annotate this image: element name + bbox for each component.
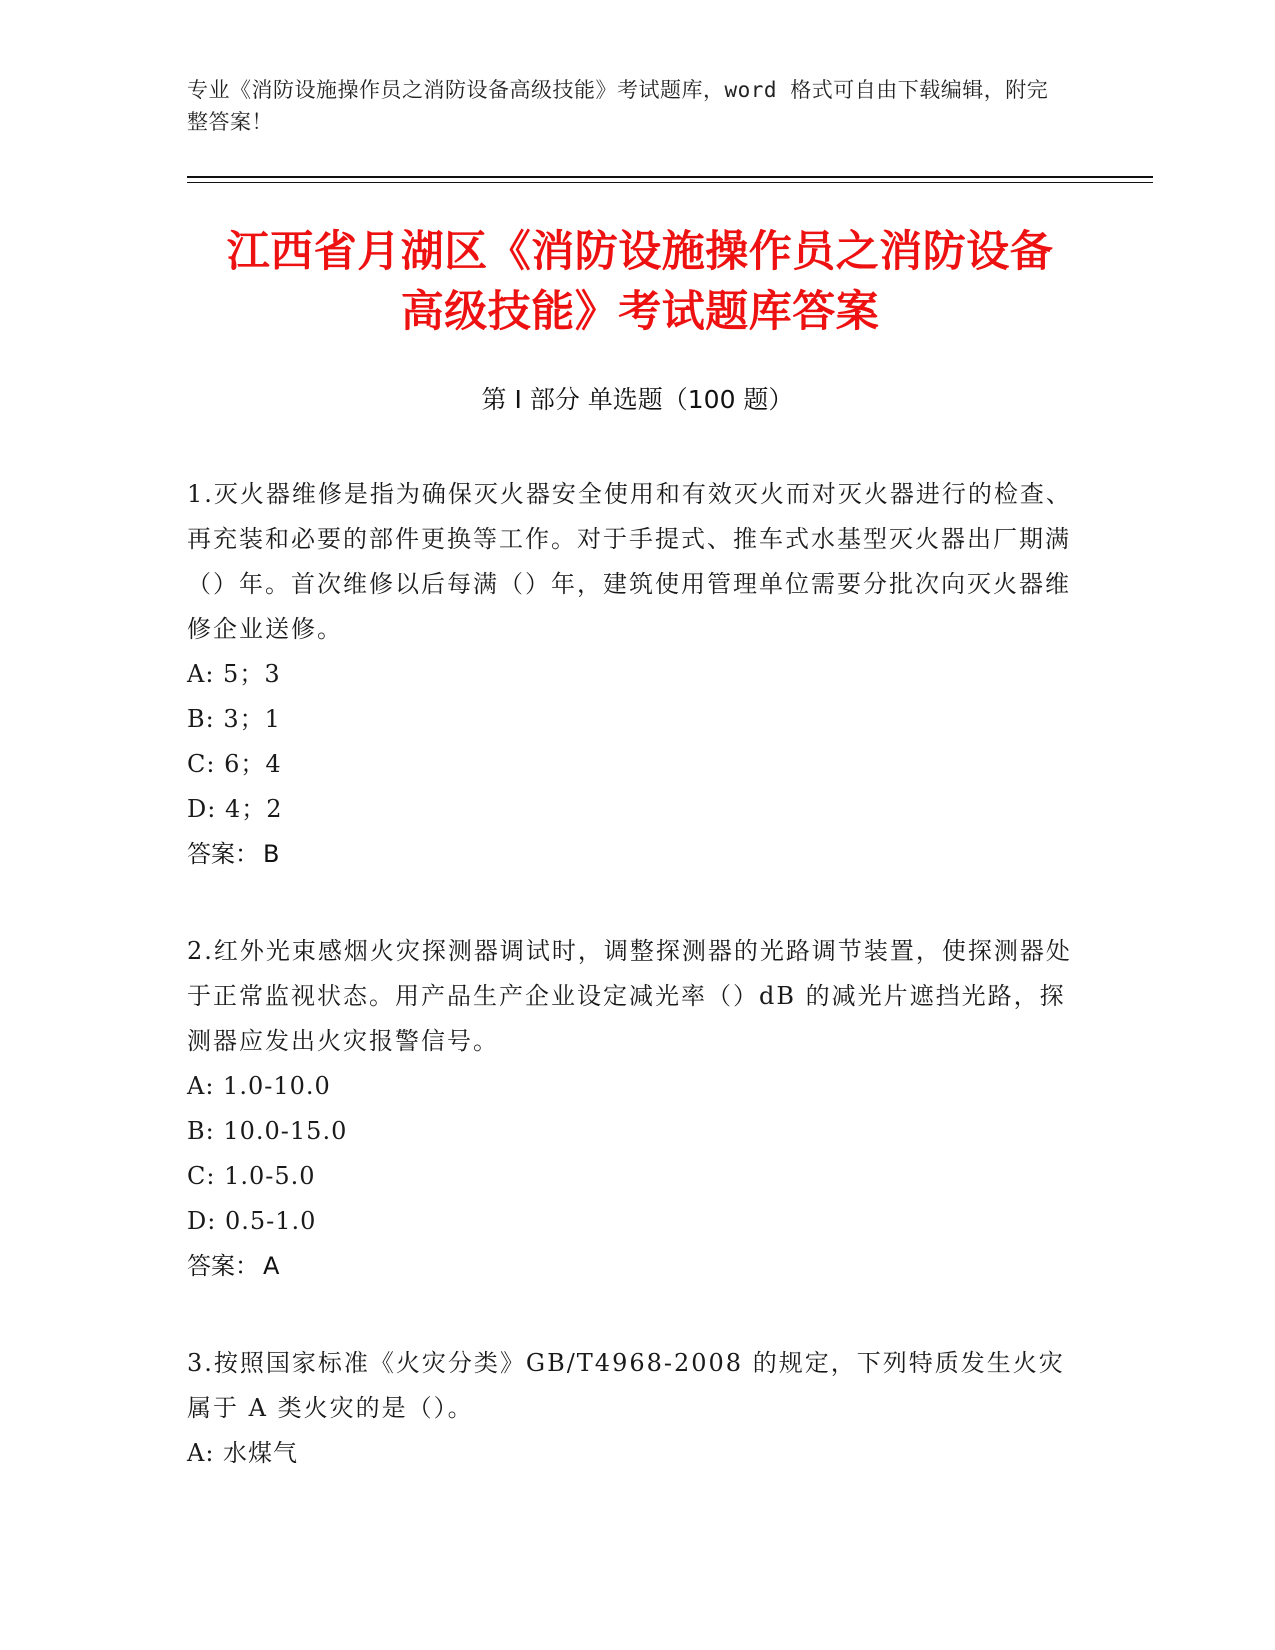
question-2 [187, 929, 1077, 1289]
option-b: B: 3；1 [187, 705, 281, 733]
section-heading: 第 I 部分 单选题（100 题） [481, 385, 794, 414]
question-stem: 2.红外光束感烟火灾探测器调试时，调整探测器的光路调节装置，使探测器处于正常监视状态。用产品生产企业设定减光率（）dB 的减光片遮挡光路，探测器应发出火灾报警信号。 [187, 937, 1072, 1055]
header-note: 专业《消防设施操作员之消防设备高级技能》考试题库，word 格式可自由下载编辑，附完整答案！ [187, 78, 1049, 134]
header-rule-thick [187, 176, 1153, 178]
answer-line [187, 1244, 1077, 1289]
document-title [160, 222, 1120, 342]
option-c: C: 1.0-5.0 [187, 1162, 316, 1190]
option-d: D: 0.5-1.0 [187, 1207, 317, 1235]
option-d: D: 4；2 [187, 795, 283, 823]
option-a: A: 1.0-10.0 [187, 1072, 331, 1100]
question-stem: 3.按照国家标准《火灾分类》GB/T4968-2008 的规定，下列特质发生火灾属于 A 类火灾的是（）。 [187, 1349, 1065, 1422]
title-line-2: 高级技能》考试题库答案 [400, 287, 880, 337]
question-list [187, 472, 1077, 1528]
option-a: A: 5；3 [187, 660, 281, 688]
header-rule-thin [187, 182, 1153, 183]
answer-line [187, 832, 1077, 877]
question-stem: 1.灭火器维修是指为确保灭火器安全使用和有效灭火而对灭火器进行的检查、再充装和必要的部件更换等工作。对于手提式、推车式水基型灭火器出厂期满（）年。首次维修以后每满（）年，建筑使用管理单位需要分批次向灭火器维修企业送修。 [187, 480, 1072, 643]
question-3 [187, 1341, 1077, 1476]
title-line-1: 江西省月湖区《消防设施操作员之消防设备 [226, 227, 1054, 277]
question-1 [187, 472, 1077, 877]
option-a: A: 水煤气 [187, 1439, 299, 1467]
answer-label: 答案： [187, 1252, 259, 1280]
answer-value: A [263, 1252, 280, 1280]
option-c: C: 6；4 [187, 750, 282, 778]
option-b: B: 10.0-15.0 [187, 1117, 348, 1145]
answer-value: B [263, 840, 280, 868]
answer-label: 答案： [187, 840, 259, 868]
